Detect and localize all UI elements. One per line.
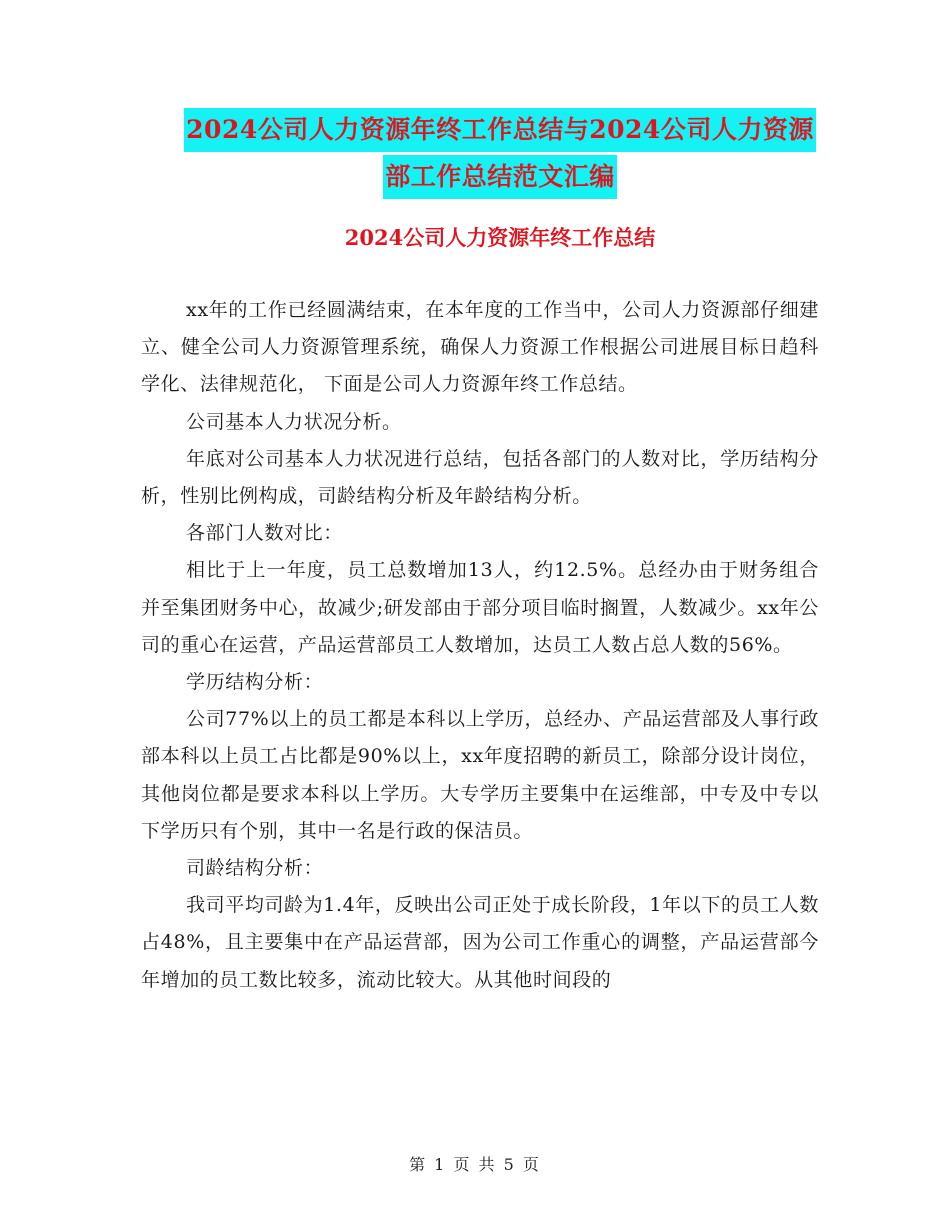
document-body [141,292,819,999]
paragraph-summary: 年底对公司基本人力状况进行总结，包括各部门的人数对比，学历结构分析，性别比例构成，司龄结构分析及年龄结构分析。 [141,447,819,508]
paragraph-education: 公司77%以上的员工都是本科以上学历，总经办、产品运营部及人事行政部本科以上员工占比都是90%以上，xx年度招聘的新员工，除部分设计岗位，其他岗位都是要求本科以上学历。大专学历主要集中在运维部，中专及中专以下学历只有个别，其中一名是行政的保洁员。 [141,708,819,842]
title-line-2: 部工作总结范文汇编 [383,155,617,199]
document-title [130,108,870,202]
paragraph-dept: 相比于上一年度，员工总数增加13人，约12.5%。总经办由于财务组合并至集团财务中心，故减少;研发部由于部分项目临时搁置，人数减少。xx年公司的重心在运营，产品运营部员工人数增加，达员工人数占总人数的56%。 [141,559,819,656]
paragraph-heading-tenure: 司龄结构分析： [186,857,324,880]
title-line-1: 2024公司人力资源年终工作总结与2024公司人力资源 [184,108,816,152]
paragraph-heading-education: 学历结构分析： [186,671,324,694]
page-footer: 第 1 页 共 5 页 [409,1155,541,1174]
paragraph-intro: xx年的工作已经圆满结束，在本年度的工作当中，公司人力资源部仔细建立、健全公司人力资源管理系统，确保人力资源工作根据公司进展目标日趋科学化、法律规范化， 下面是公司人力资源年终工作总结。 [141,299,819,396]
section-heading: 2024公司人力资源年终工作总结 [344,225,656,250]
paragraph-heading-dept: 各部门人数对比： [186,522,343,545]
paragraph-tenure: 我司平均司龄为1.4年，反映出公司正处于成长阶段，1年以下的员工人数占48%，且主要集中在产品运营部，因为公司工作重心的调整，产品运营部今年增加的员工数比较多，流动比较大。从其他时间段的 [141,894,819,991]
paragraph-heading-basic: 公司基本人力状况分析。 [186,410,402,433]
